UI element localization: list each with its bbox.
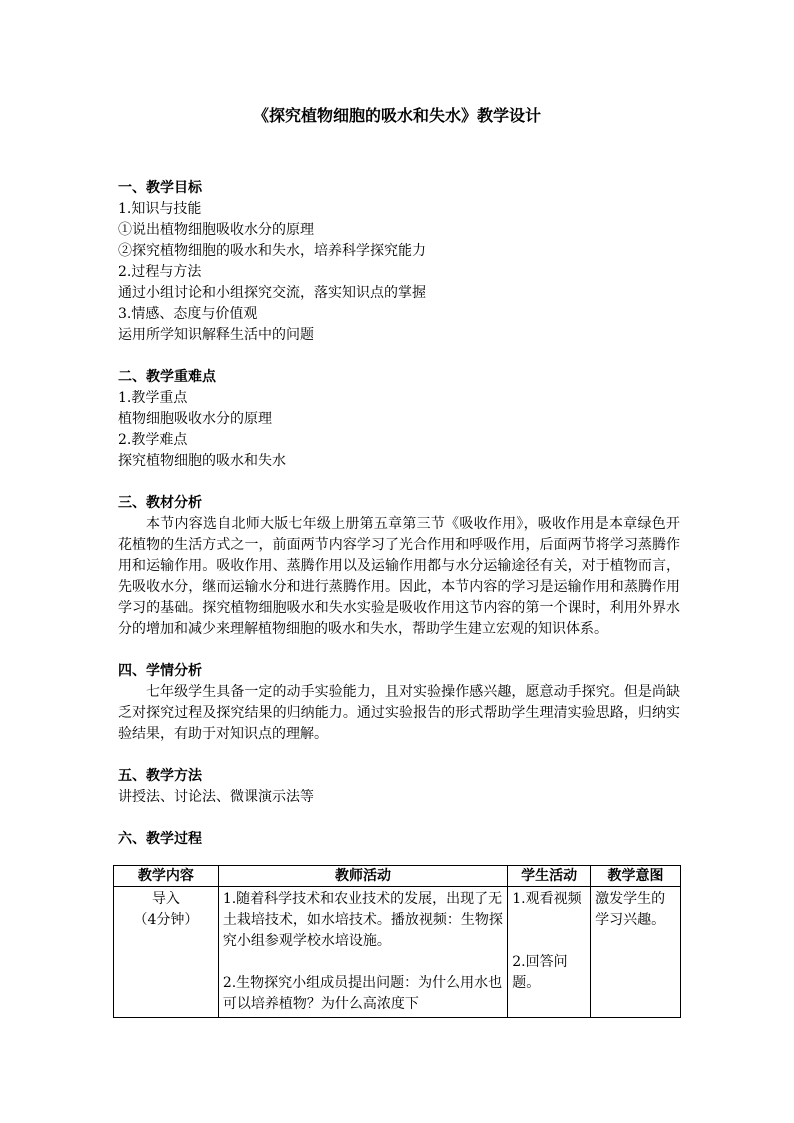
cell-teaching-intent	[591, 887, 681, 1018]
objective-line: ②探究植物细胞的吸水和失水，培养科学探究能力	[118, 243, 426, 259]
objective-line: 2.过程与方法	[118, 264, 202, 280]
key-point-line: 探究植物细胞的吸水和失水	[118, 453, 286, 469]
header-student-activity: 学生活动	[508, 866, 591, 887]
section-heading-key-points: 二、教学重难点	[118, 369, 216, 385]
header-teaching-content: 教学内容	[114, 866, 219, 887]
objective-line: 运用所学知识解释生活中的问题	[118, 327, 314, 343]
table-row	[114, 887, 681, 1018]
teaching-process-table	[113, 865, 681, 1018]
student-activity-2: 2.回答问题。	[512, 954, 568, 991]
cell-teaching-content	[114, 887, 219, 1018]
key-point-line: 1.教学重点	[118, 390, 188, 406]
section-heading-process: 六、教学过程	[118, 831, 202, 847]
section-heading-objectives: 一、教学目标	[118, 180, 202, 196]
objective-line: 1.知识与技能	[118, 201, 202, 217]
section-heading-methods: 五、教学方法	[118, 768, 202, 784]
header-teaching-intent: 教学意图	[591, 866, 681, 887]
section-heading-student-analysis: 四、学情分析	[118, 663, 202, 679]
methods-paragraph: 讲授法、讨论法、微课演示法等	[118, 789, 314, 805]
table-header-row	[114, 866, 681, 887]
key-point-line: 2.教学难点	[118, 432, 188, 448]
content-stage: 导入	[151, 891, 180, 907]
objective-line: 通过小组讨论和小组探究交流，落实知识点的掌握	[118, 285, 426, 301]
document-body	[118, 178, 680, 850]
teacher-activity-1: 1.随着科学技术和农业技术的发展，出现了无土栽培技术，如水培技术。播放视频：生物探究小组参观学校水培设施。	[222, 891, 503, 949]
section-heading-textbook-analysis: 三、教材分析	[118, 495, 202, 511]
teacher-activity-2: 2.生物探究小组成员提出问题：为什么用水也可以培养植物？为什么高浓度下	[222, 975, 503, 1012]
content-duration: （4分钟）	[133, 912, 199, 928]
key-point-line: 植物细胞吸收水分的原理	[118, 411, 272, 427]
student-activity-1: 1.观看视频	[512, 891, 582, 907]
document-title: 《探究植物细胞的吸水和失水》教学设计	[252, 106, 541, 125]
cell-student-activity	[508, 887, 591, 1018]
objective-line: ①说出植物细胞吸收水分的原理	[118, 222, 314, 238]
header-teacher-activity: 教师活动	[218, 866, 507, 887]
textbook-analysis-paragraph: 本节内容选自北师大版七年级上册第五章第三节《吸收作用》，吸收作用是本章绿色开花植物的生活方式之一，前面两节内容学习了光合作用和呼吸作用，后面两节将学习蒸腾作用和运输作用。吸收作用、蒸腾作用以及运输作用都与水分运输途径有关，对于植物而言，先吸收水分，继而运输水分和进行蒸腾作用。因此，本节内容的学习是运输作用和蒸腾作用学习的基础。探究植物细胞吸水和失水实验是吸收作用这节内容的第一个课时，利用外界水分的增加和减少来理解植物细胞的吸水和失水，帮助学生建立宏观的知识体系。	[118, 516, 680, 637]
teaching-intent: 激发学生的学习兴趣。	[595, 891, 666, 928]
objective-line: 3.情感、态度与价值观	[118, 306, 258, 322]
student-analysis-paragraph: 七年级学生具备一定的动手实验能力，且对实验操作感兴趣，愿意动手探究。但是尚缺乏对探究过程及探究结果的归纳能力。通过实验报告的形式帮助学生理清实验思路，归纳实验结果，有助于对知识点的理解。	[118, 684, 680, 742]
cell-teacher-activity	[218, 887, 507, 1018]
